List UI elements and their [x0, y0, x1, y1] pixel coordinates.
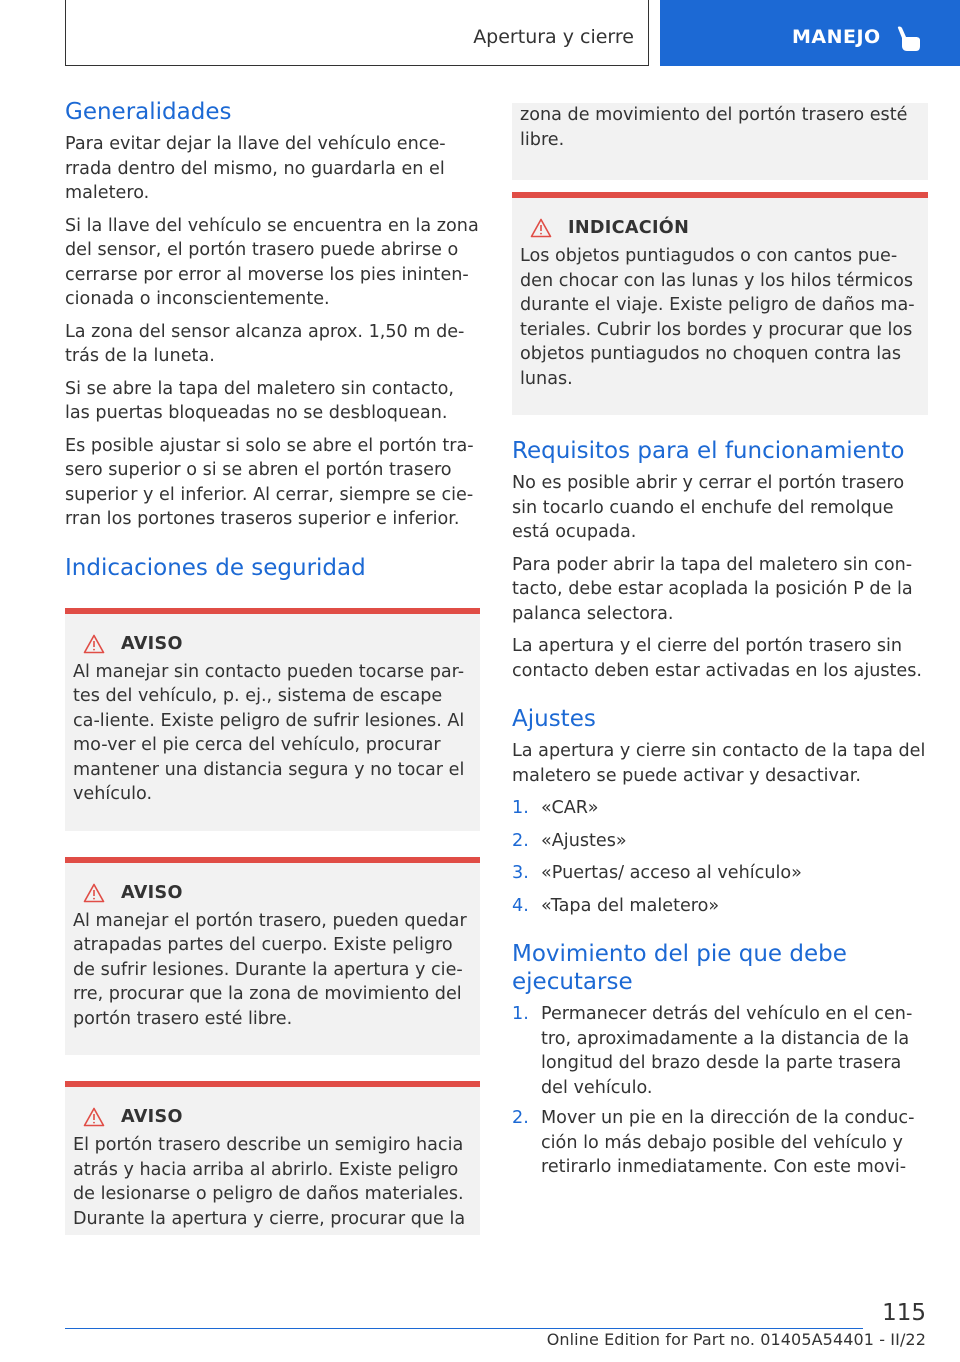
- paragraph: Si se abre la tapa del maletero sin contacto, las puertas bloqueadas no se desbloquean.: [65, 378, 454, 423]
- list-item: [512, 1106, 928, 1180]
- step-number: 2.: [512, 830, 529, 851]
- right-column: [512, 103, 928, 1180]
- paragraph: Es posible ajustar si solo se abre el portón tra-sero superior o si se abren el portón trasero superior y el inferior. Al cerrar, siempre se cie-rran los portones traseros superior e inferior.: [65, 435, 474, 529]
- notice-label: INDICACIÓN: [568, 218, 690, 238]
- warning-triangle-icon: [530, 218, 552, 238]
- list-item: [512, 894, 928, 919]
- list-item: [512, 829, 928, 854]
- settings-steps-list: [512, 796, 928, 918]
- edition-text: Online Edition for Part no. 01405A54401 - II/22: [546, 1330, 926, 1349]
- paragraph: La apertura y cierre sin contacto de la tapa del maletero se puede activar y desactivar.: [512, 741, 926, 786]
- warning-label: AVISO: [121, 882, 183, 903]
- page-number: 115: [882, 1300, 926, 1326]
- warning-text: El portón trasero describe un semigiro hacia atrás y hacia arriba al abrirlo. Existe peligro de lesionarse o peligro de daños materiales. Durante la apertura y cierre, procurar que la: [73, 1135, 466, 1229]
- warning-label: AVISO: [121, 633, 183, 654]
- paragraph: Para evitar dejar la llave del vehículo ence-rrada dentro del mismo, no guardarla en el maletero.: [65, 134, 446, 203]
- paragraph: La apertura y el cierre del portón trasero sin contacto deben estar activadas en los ajustes.: [512, 636, 923, 681]
- step-number: 1.: [512, 798, 529, 818]
- step-text: Permanecer detrás del vehículo en el cen-tro, aproximadamente a la distancia de la longitud del brazo desde la parte trasera del vehículo.: [541, 1004, 913, 1098]
- paragraph: Para poder abrir la tapa del maletero sin con-tacto, debe estar acoplada la posición P de la palanca selectora.: [512, 554, 913, 624]
- notice-text: Los objetos puntiagudos o con cantos pue-den chocar con las lunas y los hilos térmicos durante el viaje. Existe peligro de daños ma-teriales. Cubrir los bordes y procurar que los objetos puntiagudos no choquen contra las lunas.: [520, 246, 915, 389]
- list-item: [512, 796, 928, 821]
- warning-triangle-icon: [83, 883, 105, 903]
- step-text: «CAR»: [541, 798, 599, 818]
- warning-text: Al manejar el portón trasero, pueden quedar atrapadas partes del cuerpo. Existe peligro de sufrir lesiones. Durante la apertura y cie-rre, procurar que la zona de movimiento del portón trasero esté libre.: [73, 910, 467, 1029]
- step-text: Mover un pie en la dirección de la conduc-ción lo más debajo posible del vehículo y retirarlo inmediatamente. Con este movi-: [541, 1108, 915, 1177]
- warning-box: [65, 608, 480, 831]
- chapter-title: MANEJO: [792, 26, 881, 48]
- step-number: 3.: [512, 863, 529, 883]
- paragraph: Si la llave del vehículo se encuentra en la zona del sensor, el portón trasero puede abrirse o cerrarse por error al moverse los pies ininten-cionada o inconscientemente.: [65, 215, 479, 309]
- section-title: Apertura y cierre: [473, 26, 634, 48]
- header-chapter-tab: [660, 0, 960, 66]
- step-number: 1.: [512, 1004, 529, 1024]
- warning-box-continuation: [512, 103, 928, 180]
- heading-generalidades: Generalidades: [65, 99, 232, 125]
- warning-box: [65, 1081, 480, 1235]
- heading-requisitos: Requisitos para el funcionamiento: [512, 438, 905, 464]
- warning-triangle-icon: [83, 1107, 105, 1127]
- warning-text: Al manejar sin contacto pueden tocarse par-tes del vehículo, p. ej., sistema de escape ca-liente. Existe peligro de sufrir lesiones. Al mo-ver el pie cerca del vehículo, procurar mantener una distancia segura y no tocar el vehículo.: [73, 661, 465, 804]
- footer-divider: [65, 1328, 863, 1329]
- warning-box: [65, 857, 480, 1056]
- heading-indicaciones-seguridad: Indicaciones de seguridad: [65, 554, 366, 581]
- paragraph: La zona del sensor alcanza aprox. 1,50 m de-trás de la luneta.: [65, 321, 465, 366]
- header-section-tab: [65, 0, 649, 66]
- step-text: «Tapa del maletero»: [541, 895, 720, 916]
- list-item: [512, 861, 928, 886]
- step-text: «Ajustes»: [541, 830, 627, 851]
- foot-movement-steps-list: [512, 1002, 928, 1180]
- heading-movimiento: Movimiento del pie que debe ejecutarse: [512, 941, 847, 995]
- warning-text: zona de movimiento del portón trasero esté libre.: [520, 105, 908, 150]
- left-column: [65, 98, 480, 1235]
- heading-ajustes: Ajustes: [512, 706, 596, 732]
- list-item: [512, 1002, 928, 1100]
- step-number: 4.: [512, 895, 529, 916]
- notice-box: [512, 192, 928, 415]
- paragraph: No es posible abrir y cerrar el portón trasero sin tocarlo cuando el enchufe del remolque está ocupada.: [512, 473, 905, 542]
- hand-pointer-icon: [892, 26, 922, 52]
- step-number: 2.: [512, 1108, 529, 1128]
- step-text: «Puertas/ acceso al vehículo»: [541, 863, 802, 883]
- warning-label: AVISO: [121, 1107, 183, 1127]
- warning-triangle-icon: [83, 634, 105, 654]
